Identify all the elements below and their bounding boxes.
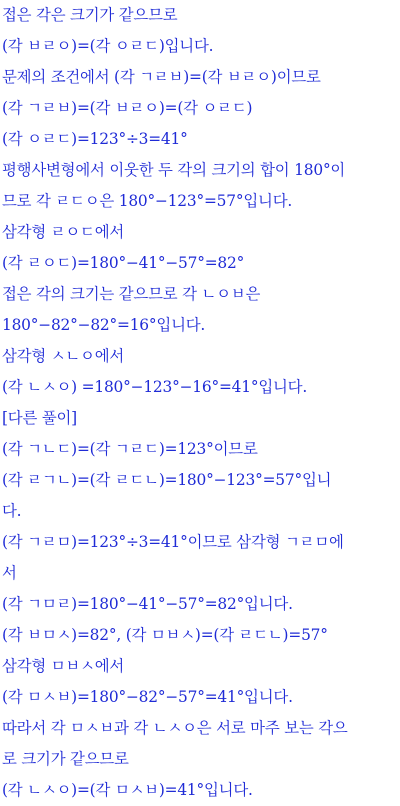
solution-line: 삼각형 ㅁㅂㅅ에서 bbox=[2, 657, 125, 675]
solution-line: 므로 각 ㄹㄷㅇ은 180°−123°=57°입니다. bbox=[2, 192, 293, 210]
solution-line: 평행사변형에서 이웃한 두 각의 크기의 합이 180°이 bbox=[2, 161, 346, 179]
solution-line: 다. bbox=[2, 502, 22, 520]
solution-line: (각 ㅂㅁㅅ)=82°, (각 ㅁㅂㅅ)=(각 ㄹㄷㄴ)=57° bbox=[2, 626, 328, 644]
solution-text bbox=[2, 0, 398, 806]
solution-line: 따라서 각 ㅁㅅㅂ과 각 ㄴㅅㅇ은 서로 마주 보는 각으 bbox=[2, 719, 348, 737]
solution-line: (각 ㄹㅇㄷ)=180°−41°−57°=82° bbox=[2, 254, 245, 272]
solution-line: (각 ㄴㅅㅇ) =180°−123°−16°=41°입니다. bbox=[2, 378, 308, 396]
solution-line: 삼각형 ㅅㄴㅇ에서 bbox=[2, 347, 125, 365]
alternative-solution-heading: [다른 풀이] bbox=[2, 409, 77, 427]
solution-line: 삼각형 ㄹㅇㄷ에서 bbox=[2, 223, 125, 241]
solution-line: (각 ㄴㅅㅇ)=(각 ㅁㅅㅂ)=41°입니다. bbox=[2, 781, 253, 799]
solution-line: 서 bbox=[2, 564, 17, 582]
solution-line: 문제의 조건에서 (각 ㄱㄹㅂ)=(각 ㅂㄹㅇ)이므로 bbox=[2, 68, 321, 86]
solution-line: (각 ㅇㄹㄷ)=123°÷3=41° bbox=[2, 130, 188, 148]
solution-line: (각 ㄱㅁㄹ)=180°−41°−57°=82°입니다. bbox=[2, 595, 293, 613]
solution-line: 로 크기가 같으므로 bbox=[2, 750, 129, 768]
solution-line: (각 ㄹㄱㄴ)=(각 ㄹㄷㄴ)=180°−123°=57°입니 bbox=[2, 471, 332, 489]
solution-line: (각 ㅁㅅㅂ)=180°−82°−57°=41°입니다. bbox=[2, 688, 293, 706]
solution-line: (각 ㅂㄹㅇ)=(각 ㅇㄹㄷ)입니다. bbox=[2, 37, 214, 55]
solution-line: (각 ㄱㄹㅁ)=123°÷3=41°이므로 삼각형 ㄱㄹㅁ에 bbox=[2, 533, 344, 551]
solution-line: (각 ㄱㄴㄷ)=(각 ㄱㄹㄷ)=123°이므로 bbox=[2, 440, 258, 458]
solution-line: 접은 각은 크기가 같으므로 bbox=[2, 6, 178, 24]
solution-line: 180°−82°−82°=16°입니다. bbox=[2, 316, 206, 334]
solution-line: 접은 각의 크기는 같으므로 각 ㄴㅇㅂ은 bbox=[2, 285, 261, 303]
solution-line: (각 ㄱㄹㅂ)=(각 ㅂㄹㅇ)=(각 ㅇㄹㄷ) bbox=[2, 99, 253, 117]
